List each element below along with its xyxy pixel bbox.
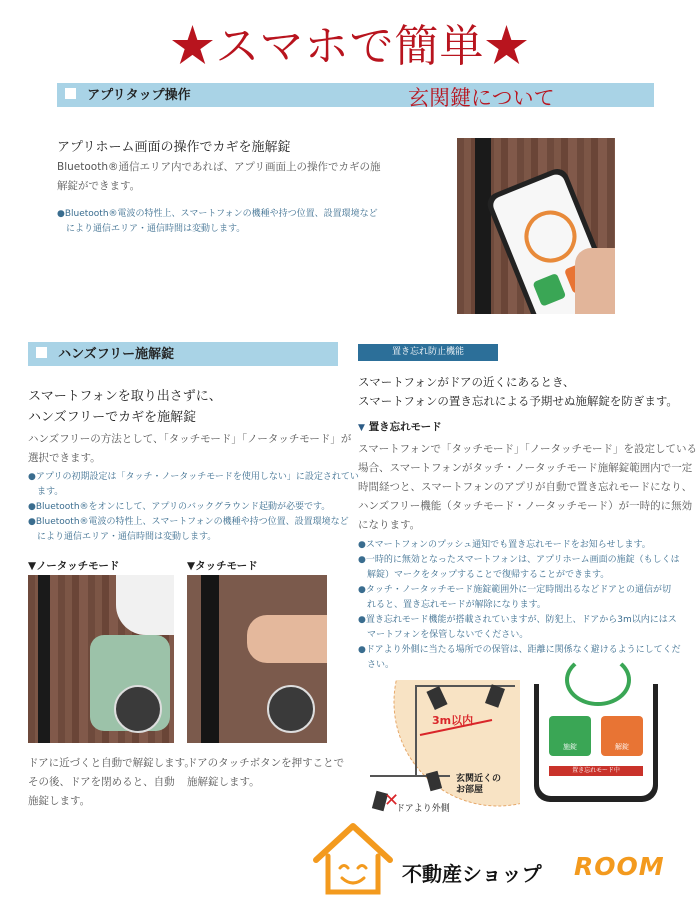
lock-label: 施錠 (563, 743, 577, 751)
square-bullet-icon (65, 88, 76, 99)
band-label: ハンズフリー施解錠 (58, 347, 175, 362)
app-note: ●Bluetooth®電波の特性上、スマートフォンの機種や持つ位置、設置環境など により通信エリア・通信時間は変動します。 (57, 209, 378, 234)
phone-icon (114, 685, 162, 733)
page-title: ★スマホで簡単★ (170, 21, 530, 72)
triangle-down-icon: ▼ (358, 423, 365, 433)
caption-touch: ドアのタッチボタンを押すことで 施解錠します。 (187, 757, 345, 788)
square-bullet-icon (36, 347, 47, 358)
phone-icon (267, 685, 315, 733)
mode-label-notouch: ▼ノータッチモード (28, 560, 120, 572)
outside-label: ドアより外側 (396, 804, 450, 814)
app-heading: アプリホーム画面の操作でカギを施解錠 (57, 140, 291, 155)
app-phone-screen (534, 684, 658, 802)
unlock-label: 解錠 (615, 743, 629, 751)
forget-mode-title: ▼ 置き忘れモード (358, 421, 442, 433)
forget-heading: スマートフォンがドアの近くにあるとき、 スマートフォンの置き忘れによる予期せぬ施解錠を防ぎます。 (358, 375, 678, 408)
section-band-hands-free (28, 342, 338, 366)
unlock-button[interactable] (601, 716, 643, 756)
distance-label: 3m以内 (432, 714, 474, 727)
shop-name: 不動産ショップ (402, 862, 542, 886)
notouch-photo (28, 575, 174, 743)
section-band-app-tap (57, 83, 654, 107)
mode-label-touch: ▼タッチモード (187, 560, 258, 572)
brand-name: ROOM (574, 852, 665, 881)
forget-mode-banner: 置き忘れモード中 (549, 766, 643, 776)
feature-tag: 置き忘れ防止機能 (358, 344, 498, 361)
section-subtitle: 玄関鍵について (408, 86, 555, 110)
touch-photo (187, 575, 327, 743)
forget-body: スマートフォンで「タッチモード」「ノータッチモード」を設定している 場合、スマートフォンがタッチ・ノータッチモード施解錠範囲内で一定 時間経つと、スマートフォンのアプリが自動で置き忘れモードになり、 ハンズフリー機能（タッチモード・ノータッチモード）が一時的に無効 になります。 (358, 443, 698, 531)
lock-button[interactable] (549, 716, 591, 756)
room-label: 玄関近くの お部屋 (456, 774, 502, 795)
range-diagram (360, 680, 520, 818)
svg-text:✕: ✕ (384, 790, 400, 811)
forget-notes: ●スマートフォンのプッシュ通知でも置き忘れモードをお知らせします。 ●一時的に無効となったスマートフォンは、アプリホーム画面の施錠（もしくは 解錠）マークをタップすることで復帰することができます。 ●タッチ・ノータッチモード施錠範囲外に一定時間出るなどドアとの通信が切 れると、置き忘れモードが解除になります。 ●置き忘れモード機能が搭載されていますが、防犯上、ドアから3m以内にはス マートフォンを保管しないでください。 ●ドアより外側に当たる場所での保管は、距離に関係なく避けるようにしてくだ さい。 (358, 540, 681, 670)
handsfree-notes: ●アプリの初期設定は「タッチ・ノータッチモードを使用しない」に設定されてい ます。 ●Bluetooth®をオンにして、アプリのバックグラウンド起動が必要です。 ●Bluetooth®電波の特性上、スマートフォンの機種や持つ位置、設置環境など により通信エリア・通信時間は変動します。 (28, 472, 359, 542)
app-door-photo (457, 138, 615, 314)
house-logo-icon (312, 820, 394, 898)
handsfree-heading: スマートフォンを取り出さずに、 ハンズフリーでカギを施解錠 (28, 389, 222, 425)
app-body: Bluetooth®通信エリア内であれば、アプリ画面上の操作でカギの施 解錠ができます。 (57, 161, 381, 192)
band-label: アプリタップ操作 (87, 88, 191, 103)
handsfree-body: ハンズフリーの方法として、「タッチモード」「ノータッチモード」が 選択できます。 (28, 433, 352, 464)
caption-notouch: ドアに近づくと自動で解錠します。 その後、ドアを閉めると、自動 施錠します。 (28, 757, 195, 807)
